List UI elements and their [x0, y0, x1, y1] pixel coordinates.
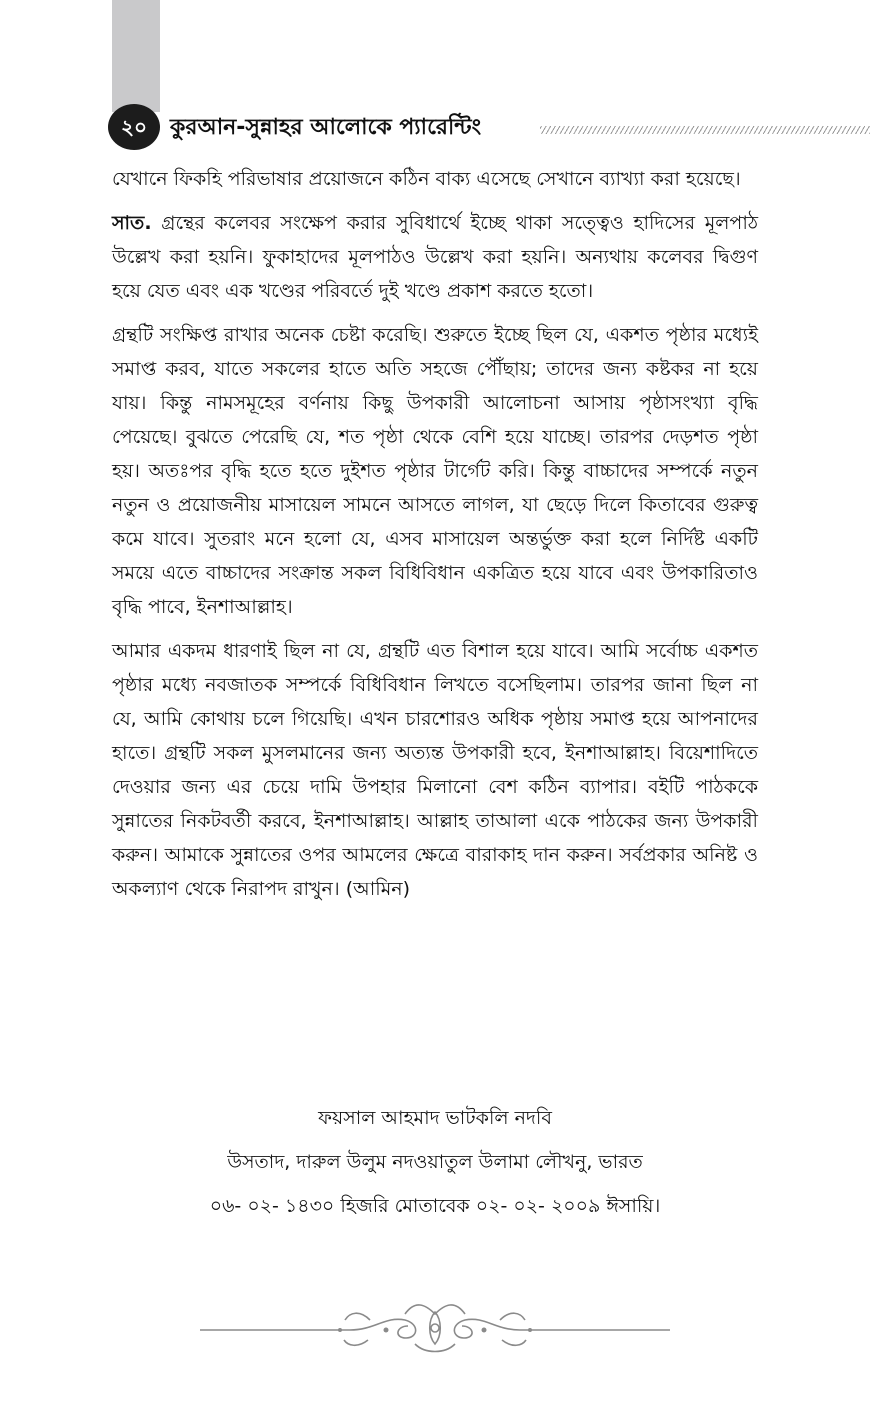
paragraph-2-text: গ্রন্থের কলেবর সংক্ষেপ করার সুবিধার্থে ইচ্ছে থাকা সত্ত্বেও হাদিসের মূলপাঠ উল্লেখ করা হয়নি। ফুকাহাদের মূলপাঠও উল্লেখ করা হয়নি। অন্যথায় কলেবর দ্বিগুণ হয়ে যেত এবং এক খণ্ডের পরিবর্তে দুই খণ্ডে প্রকাশ করতে হতো।	[112, 212, 758, 302]
signature-block	[112, 1096, 758, 1228]
author-designation: উসতাদ, দারুল উলুম নদওয়াতুল উলামা লৌখনু, ভারত	[227, 1151, 643, 1173]
header-hatched-rule	[540, 126, 870, 134]
paragraph-2	[112, 206, 758, 308]
signature-date: ০৬- ০২- ১৪৩০ হিজরি মোতাবেক ০২- ০২- ২০০৯ ঈসায়ি।	[209, 1195, 661, 1217]
paragraph-2-lead: সাত.	[112, 212, 152, 234]
body-text	[112, 162, 758, 916]
paragraph-1: যেখানে ফিকহি পরিভাষার প্রয়োজনে কঠিন বাক্য এসেছে সেখানে ব্যাখ্যা করা হয়েছে।	[112, 168, 741, 190]
paragraph-4: আমার একদম ধারণাই ছিল না যে, গ্রন্থটি এত বিশাল হয়ে যাবে। আমি সর্বোচ্চ একশত পৃষ্ঠার মধ্যে নবজাতক সম্পর্কে বিধিবিধান লিখতে বসেছিলাম। তারপর জানা ছিল না যে, আমি কোথায় চলে গিয়েছি। এখন চারশোরও অধিক পৃষ্ঠায় সমাপ্ত হয়ে আপনাদের হাতে। গ্রন্থটি সকল মুসলমানের জন্য অত্যন্ত উপকারী হবে, ইনশাআল্লাহ। বিয়েশাদিতে দেওয়ার জন্য এর চেয়ে দামি উপহার মিলানো বেশ কঠিন ব্যাপার। বইটি পাঠককে সুন্নাতের নিকটবর্তী করবে, ইনশাআল্লাহ। আল্লাহ তাআলা একে পাঠকের জন্য উপকারী করুন। আমাকে সুন্নাতের ওপর আমলের ক্ষেত্রে বারাকাহ দান করুন। সর্বপ্রকার অনিষ্ট ও অকল্যাণ থেকে নিরাপদ রাখুন। (আমিন)	[112, 640, 758, 900]
author-name: ফয়সাল আহমাদ ভাটকলি নদবি	[318, 1107, 552, 1129]
paragraph-3: গ্রন্থটি সংক্ষিপ্ত রাখার অনেক চেষ্টা করেছি। শুরুতে ইচ্ছে ছিল যে, একশত পৃষ্ঠার মধ্যেই সমাপ্ত করব, যাতে সকলের হাতে অতি সহজে পৌঁছায়; তাদের জন্য কষ্টকর না হয়ে যায়। কিন্তু নামসমূহের বর্ণনায় কিছু উপকারী আলোচনা আসায় পৃষ্ঠাসংখ্যা বৃদ্ধি পেয়েছে। বুঝতে পেরেছি যে, শত পৃষ্ঠা থেকে বেশি হয়ে যাচ্ছে। তারপর দেড়শত পৃষ্ঠা হয়। অতঃপর বৃদ্ধি হতে হতে দুইশত পৃষ্ঠার টার্গেট করি। কিন্তু বাচ্চাদের সম্পর্কে নতুন নতুন ও প্রয়োজনীয় মাসায়েল সামনে আসতে লাগল, যা ছেড়ে দিলে কিতাবের গুরুত্ব কমে যাবে। সুতরাং মনে হলো যে, এসব মাসায়েল অন্তর্ভুক্ত করা হলে নির্দিষ্ট একটি সময়ে এতে বাচ্চাদের সংক্রান্ত সকল বিধিবিধান একত্রিত হয়ে যাবে এবং উপকারিতাও বৃদ্ধি পাবে, ইনশাআল্লাহ।	[112, 324, 758, 618]
floral-ornament-icon	[200, 1290, 670, 1360]
page-header	[108, 104, 870, 150]
page-tab-strip	[112, 0, 160, 112]
running-title: কুরআন-সুন্নাহর আলোকে প্যারেন্টিং	[170, 115, 482, 140]
page-number-badge: ২০	[108, 104, 160, 150]
